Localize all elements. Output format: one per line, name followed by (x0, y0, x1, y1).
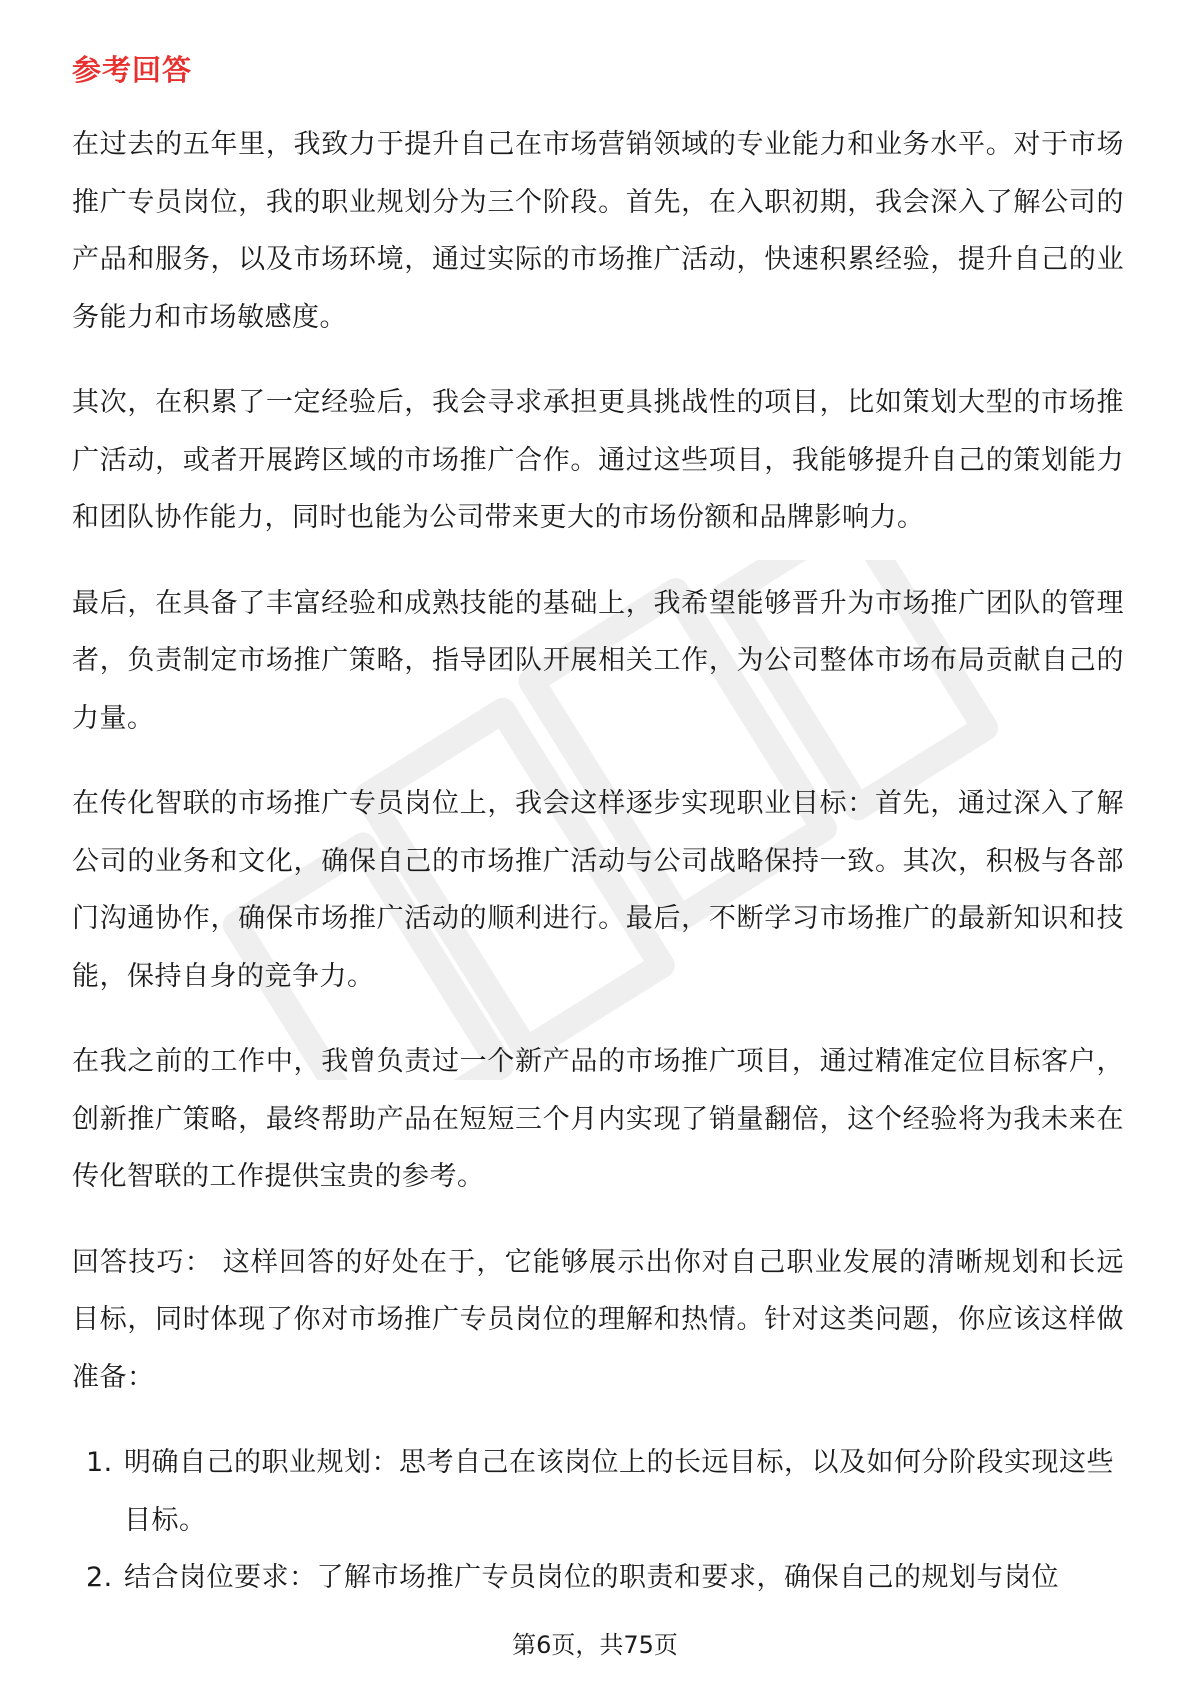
answer-content (72, 116, 1124, 1607)
section-heading: 参考回答 (72, 53, 193, 87)
paragraph: 在过去的五年里，我致力于提升自己在市场营销领域的专业能力和业务水平。对于市场推广专员岗位，我的职业规划分为三个阶段。首先，在入职初期，我会深入了解公司的产品和服务，以及市场环境，通过实际的市场推广活动，快速积累经验，提升自己的业务能力和市场敏感度。 (72, 129, 1124, 333)
list-item (72, 1549, 1124, 1607)
tips-list (72, 1434, 1124, 1607)
paragraph: 在传化智联的市场推广专员岗位上，我会这样逐步实现职业目标：首先，通过深入了解公司的业务和文化，确保自己的市场推广活动与公司战略保持一致。其次，积极与各部门沟通协作，确保市场推广活动的顺利进行。最后，不断学习市场推广的最新知识和技能，保持自身的竞争力。 (72, 788, 1124, 992)
list-item-text: 结合岗位要求：了解市场推广专员岗位的职责和要求，确保自己的规划与岗位 (124, 1562, 1059, 1593)
list-item-text: 明确自己的职业规划：思考自己在该岗位上的长远目标，以及如何分阶段实现这些目标。 (124, 1447, 1114, 1536)
paragraph: 最后，在具备了丰富经验和成熟技能的基础上，我希望能够晋升为市场推广团队的管理者，负责制定市场推广策略，指导团队开展相关工作，为公司整体市场布局贡献自己的力量。 (72, 587, 1124, 734)
tips-intro-paragraph: 回答技巧： 这样回答的好处在于，它能够展示出你对自己职业发展的清晰规划和长远目标，同时体现了你对市场推广专员岗位的理解和热情。针对这类问题，你应该这样做准备： (72, 1246, 1124, 1393)
list-number: 1. (86, 1447, 113, 1478)
paragraph: 其次，在积累了一定经验后，我会寻求承担更具挑战性的项目，比如策划大型的市场推广活动，或者开展跨区域的市场推广合作。通过这些项目，我能够提升自己的策划能力和团队协作能力，同时也能为公司带来更大的市场份额和品牌影响力。 (72, 387, 1124, 533)
page-number: 第6页，共75页 (512, 1631, 678, 1659)
list-number: 2. (86, 1562, 113, 1593)
paragraph: 在我之前的工作中，我曾负责过一个新产品的市场推广项目，通过精准定位目标客户，创新推广策略，最终帮助产品在短短三个月内实现了销量翻倍，这个经验将为我未来在传化智联的工作提供宝贵的参考。 (72, 1046, 1124, 1192)
list-item (72, 1434, 1124, 1549)
